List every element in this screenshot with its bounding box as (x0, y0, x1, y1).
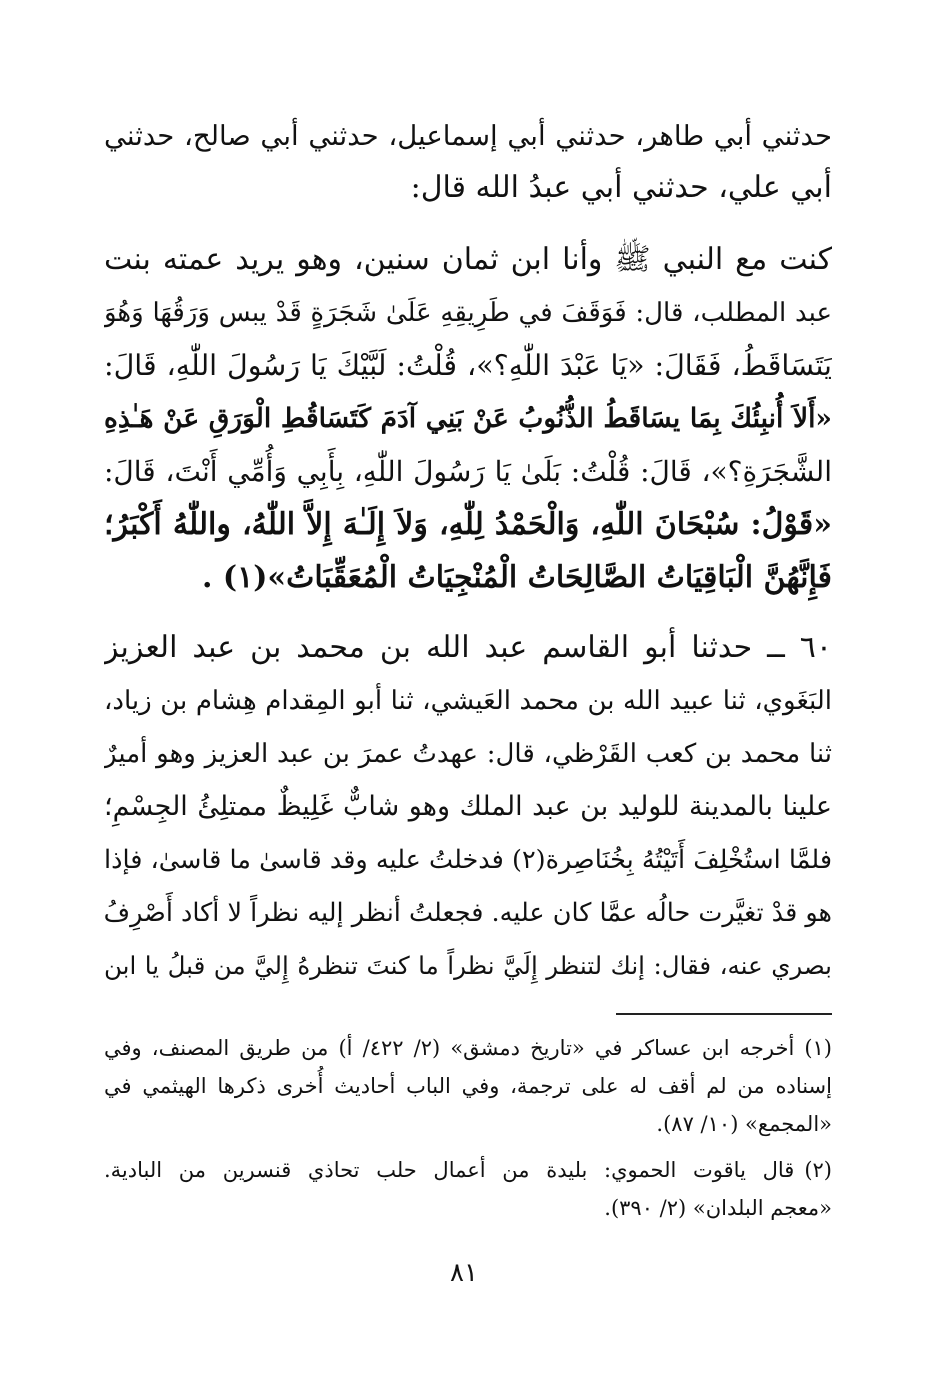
paragraph-2-line-5: الشَّجَرَةِ؟»، قَالَ: قُلْتُ: بَلَىٰ يَا رَسُولَ اللّٰهِ، بِأَبِي وَأُمِّي أَنْتَ، قَالَ: (104, 455, 832, 488)
paragraph-3-line-7: بصري عنه، فقال: إنك لتنظر إِلَيَّ نظراً ما كنتَ تنظرهُ إِليَّ من قبلُ يا ابن (104, 951, 832, 980)
footnote-1-line-2: إسناده من لم أقف له على ترجمة، وفي الباب أحاديث أُخرى ذكرها الهيثمي في (104, 1074, 832, 1098)
footnote-2-text-1: قال ياقوت الحموي: بليدة من أعمال حلب تحاذي قنسرين من البادية. (104, 1158, 795, 1182)
paragraph-1-line-2: أبي علي، حدثني أبي عبدُ الله قال: (410, 170, 832, 205)
paragraph-2-line-7: فَإِنَّهُنَّ الْبَاقِيَاتُ الصَّالِحَاتُ الْمُنْجِيَاتُ الْمُعَقِّبَاتُ»(١) . (202, 560, 832, 595)
paragraph-2-line-3: يَتَسَاقَطُ، فَقَالَ: «يَا عَبْدَ اللّٰهِ؟»، قُلْتُ: لَبَّيْكَ يَا رَسُولَ اللّٰهِ، قَالَ: (104, 349, 832, 382)
paragraph-2-line-4: «أَلاَ أُنبِئُكَ بِمَا يسَاقَطُ الذُّنُوبُ عَنْ بَنِي آدَمَ كَتَسَاقُطِ الْوَرَقِ عَنْ هَـٰذِهِ (104, 403, 832, 434)
footnote-1-text-1: أخرجه ابن عساكر في «تاريخ دمشق» (٢/ ٤٢٢/ أ) من طريق المصنف، وفي (104, 1036, 795, 1060)
paragraph-2-line-1: كنت مع النبي ﷺ وأنا ابن ثمان سنين، وهو يريد عمته بنت (104, 242, 832, 277)
paragraph-3-line-2: البَغَوي، ثنا عبيد الله بن محمد العَيشي، ثنا أبو المِقدام هِشام بن زياد، (104, 686, 832, 716)
footnote-1-line-1 (104, 1028, 832, 1068)
paragraph-3-line-5: فلمَّا استُخْلِفَ أَتَيْتُهُ بِخُنَاصِرة(٢) فدخلتُ عليه وقد قاسىٰ ما قاسىٰ، فإذا (104, 845, 832, 875)
paragraph-3-line-3: ثنا محمد بن كعب القَرْظي، قال: عهدتُ عمرَ بن عبد العزيز وهو أميرٌ (104, 739, 832, 769)
footnote-separator (616, 1013, 832, 1015)
paragraph-3-line-4: علينا بالمدينة للوليد بن عبد الملك وهو شابٌّ غَلِيظٌ ممتلِئُ الجِسْمِ؛ (104, 791, 832, 822)
footnote-2-line-1 (104, 1150, 832, 1190)
footnote-1-line-3: «المجمع» (١٠/ ٨٧). (656, 1112, 832, 1136)
page-number: ٨١ (450, 1258, 478, 1288)
paragraph-1-line-1: حدثني أبي طاهر، حدثني أبي إسماعيل، حدثني أبي صالح، حدثني (104, 120, 832, 152)
page-body (104, 108, 832, 1288)
paragraph-3-line-1: ٦٠ ــ حدثنا أبو القاسم عبد الله بن محمد بن عبد العزيز (104, 630, 832, 665)
footnote-1-number: (١) (804, 1036, 832, 1060)
paragraph-2-line-6: «قَوْلُ: سُبْحَانَ اللّٰهِ، وَالْحَمْدُ لِلّٰهِ، وَلاَ إِلَـٰهَ إِلاَّ اللّٰهُ، واللّٰهُ أَكْبَرُ؛ (104, 507, 832, 542)
footnote-2-line-2: «معجم البلدان» (٢/ ٣٩٠). (604, 1196, 832, 1220)
paragraph-2-line-2: عبد المطلب، قال: فَوَقَفَ في طَرِيقِهِ عَلَىٰ شَجَرَةٍ قَدْ يبس وَرَقُهَا وَهُوَ (104, 298, 832, 328)
paragraph-3-line-6: هو قدْ تغيَّرت حالُه عمَّا كان عليه. فجعلتُ أنظر إليه نظراً لا أكاد أَصْرِفُ (104, 898, 832, 928)
footnote-2-number: (٢) (804, 1158, 832, 1182)
